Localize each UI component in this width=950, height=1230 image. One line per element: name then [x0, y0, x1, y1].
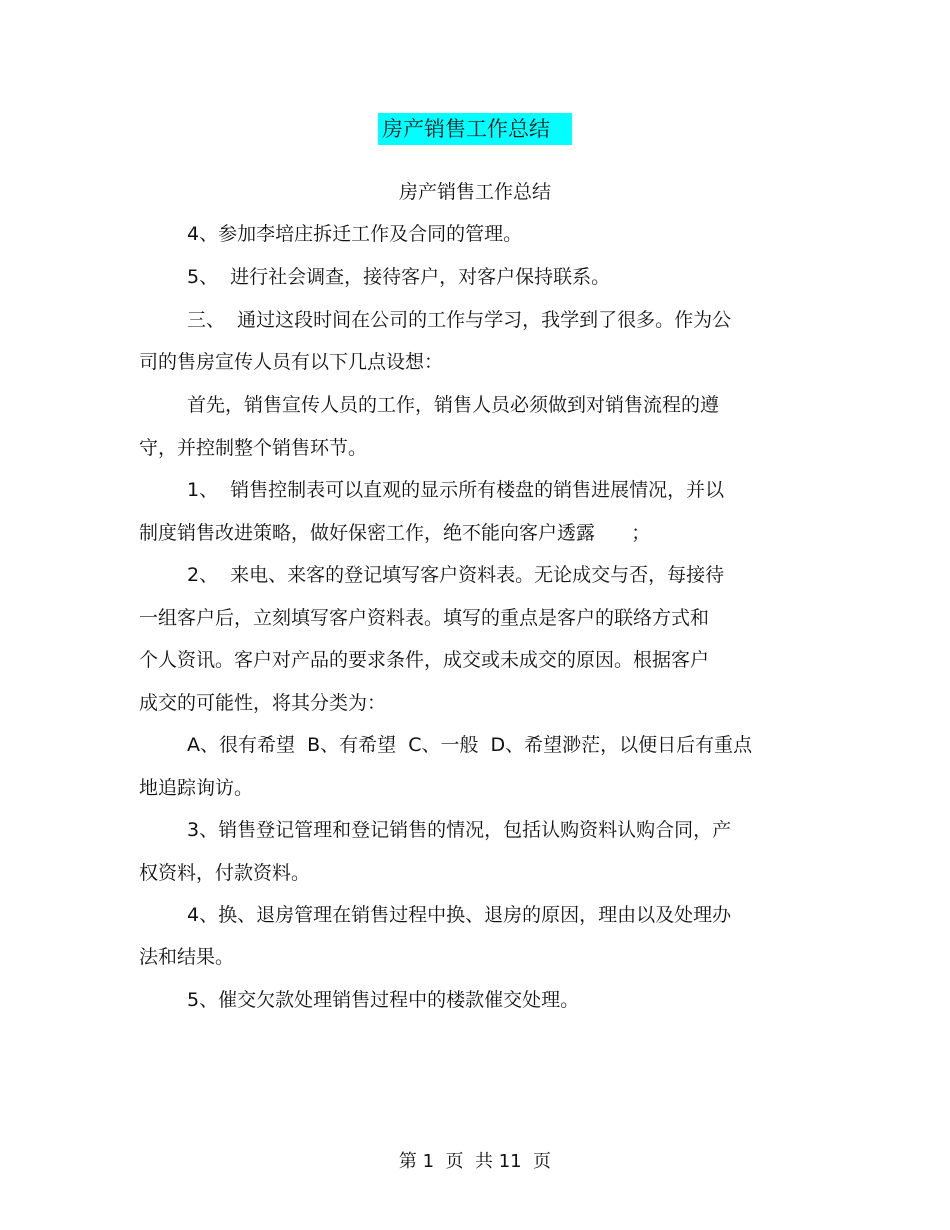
body-line: 3、销售登记管理和登记销售的情况，包括认购资料认购合同，产	[187, 819, 732, 841]
body-line: 首先，销售宣传人员的工作，销售人员必须做到对销售流程的遵	[187, 394, 720, 416]
title-row	[0, 113, 950, 145]
document-title: 房产销售工作总结	[378, 113, 572, 145]
body-line: 法和结果。	[139, 946, 235, 968]
body-line: 1、 销售控制表可以直观的显示所有楼盘的销售进展情况，并以	[187, 479, 725, 501]
document-subtitle: 房产销售工作总结	[398, 181, 551, 203]
body-line: 地追踪询访。	[139, 777, 254, 799]
body-line: A、很有希望 B、有希望 C、一般 D、希望渺茫，以便日后有重点	[187, 734, 753, 756]
body-line: 司的售房宣传人员有以下几点设想：	[139, 351, 444, 373]
body-line: 权资料，付款资料。	[139, 862, 311, 884]
body-line: 守，并控制整个销售环节。	[139, 437, 368, 459]
body-line: 制度销售改进策略，做好保密工作，绝不能向客户透露 ；	[139, 522, 651, 544]
body-line: 5、催交欠款处理销售过程中的楼款催交处理。	[187, 989, 580, 1011]
body-line: 2、 来电、来客的登记填写客户资料表。无论成交与否，每接待	[187, 564, 725, 586]
body-line: 三、 通过这段时间在公司的工作与学习，我学到了很多。作为公	[187, 309, 732, 331]
body-line: 一组客户后，立刻填写客户资料表。填写的重点是客户的联络方式和	[139, 607, 710, 629]
body-line: 4、换、退房管理在销售过程中换、退房的原因，理由以及处理办	[187, 904, 732, 926]
body-line: 4、参加李培庄拆迁工作及合同的管理。	[187, 223, 523, 245]
body-line: 个人资讯。客户对产品的要求条件，成交或未成交的原因。根据客户	[139, 649, 710, 671]
body-line: 成交的可能性，将其分类为：	[139, 692, 387, 714]
body-line: 5、 进行社会调查，接待客户，对客户保持联系。	[187, 266, 611, 288]
page-number-footer: 第 1 页 共 11 页	[398, 1151, 552, 1172]
